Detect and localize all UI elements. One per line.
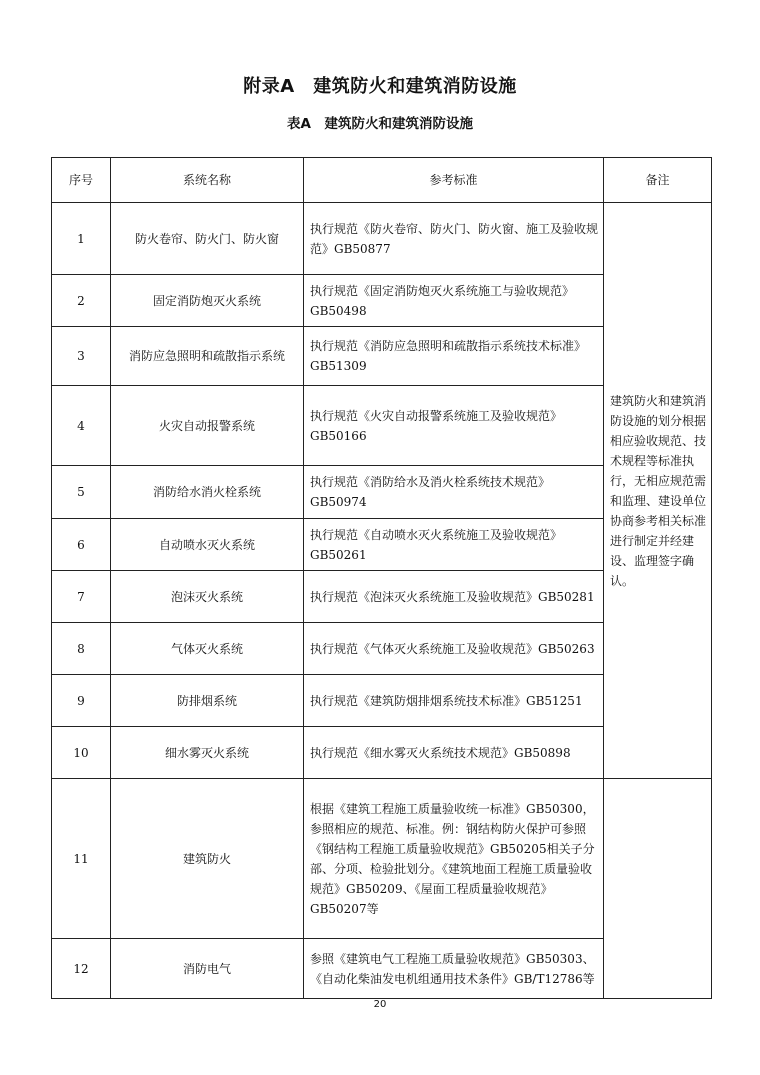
row-system-name: 自动喷水灭火系统 xyxy=(111,519,304,571)
row-no: 2 xyxy=(52,275,111,327)
table-row xyxy=(52,203,712,275)
row-system-name: 火灾自动报警系统 xyxy=(111,386,304,466)
row-no: 4 xyxy=(52,386,111,466)
row-system-name: 消防电气 xyxy=(111,939,304,999)
row-system-name: 消防应急照明和疏散指示系统 xyxy=(111,327,304,386)
row-no: 10 xyxy=(52,727,111,779)
header-no: 序号 xyxy=(52,158,111,203)
row-standard: 执行规范《防火卷帘、防火门、防火窗、施工及验收规范》GB50877 xyxy=(304,203,604,275)
table-title: 表A 建筑防火和建筑消防设施 xyxy=(287,116,473,132)
row-system-name: 泡沫灭火系统 xyxy=(111,571,304,623)
row-no: 5 xyxy=(52,466,111,519)
row-no: 3 xyxy=(52,327,111,386)
row-standard: 执行规范《泡沫灭火系统施工及验收规范》GB50281 xyxy=(304,571,604,623)
row-standard: 执行规范《建筑防烟排烟系统技术标准》GB51251 xyxy=(304,675,604,727)
row-standard: 执行规范《消防应急照明和疏散指示系统技术标准》GB51309 xyxy=(304,327,604,386)
header-reference-standard: 参考标准 xyxy=(304,158,604,203)
row-standard: 参照《建筑电气工程施工质量验收规范》GB50303、《自动化柴油发电机组通用技术条件》GB/T12786等 xyxy=(304,939,604,999)
standards-table xyxy=(51,157,712,999)
row-standard: 执行规范《消防给水及消火栓系统技术规范》GB50974 xyxy=(304,466,604,519)
remark-empty-cell xyxy=(604,779,712,999)
row-system-name: 细水雾灭火系统 xyxy=(111,727,304,779)
page-title: 附录A 建筑防火和建筑消防设施 xyxy=(243,76,517,97)
row-system-name: 防排烟系统 xyxy=(111,675,304,727)
row-system-name: 固定消防炮灭火系统 xyxy=(111,275,304,327)
row-system-name: 气体灭火系统 xyxy=(111,623,304,675)
row-standard: 根据《建筑工程施工质量验收统一标准》GB50300，参照相应的规范、标准。例：钢结构防火保护可参照《钢结构工程施工质量验收规范》GB50205相关子分部、分项、检验批划分。《建筑地面工程施工质量验收规范》GB50209、《屋面工程质量验收规范》GB50207等 xyxy=(304,779,604,939)
row-standard: 执行规范《细水雾灭火系统技术规范》GB50898 xyxy=(304,727,604,779)
row-system-name: 建筑防火 xyxy=(111,779,304,939)
table-header-row xyxy=(52,158,712,203)
row-no: 12 xyxy=(52,939,111,999)
row-standard: 执行规范《固定消防炮灭火系统施工与验收规范》GB50498 xyxy=(304,275,604,327)
header-system-name: 系统名称 xyxy=(111,158,304,203)
page-number: 20 xyxy=(373,999,387,1010)
row-no: 6 xyxy=(52,519,111,571)
row-system-name: 消防给水消火栓系统 xyxy=(111,466,304,519)
row-no: 1 xyxy=(52,203,111,275)
row-standard: 执行规范《气体灭火系统施工及验收规范》GB50263 xyxy=(304,623,604,675)
table-row xyxy=(52,779,712,939)
row-no: 11 xyxy=(52,779,111,939)
row-no: 8 xyxy=(52,623,111,675)
row-system-name: 防火卷帘、防火门、防火窗 xyxy=(111,203,304,275)
remark-cell: 建筑防火和建筑消防设施的划分根据相应验收规范、技术规程等标准执行，无相应规范需和监理、建设单位协商参考相关标准进行制定并经建设、监理签字确认。 xyxy=(604,203,712,779)
row-standard: 执行规范《自动喷水灭火系统施工及验收规范》GB50261 xyxy=(304,519,604,571)
row-no: 9 xyxy=(52,675,111,727)
header-remark: 备注 xyxy=(604,158,712,203)
row-standard: 执行规范《火灾自动报警系统施工及验收规范》GB50166 xyxy=(304,386,604,466)
row-no: 7 xyxy=(52,571,111,623)
